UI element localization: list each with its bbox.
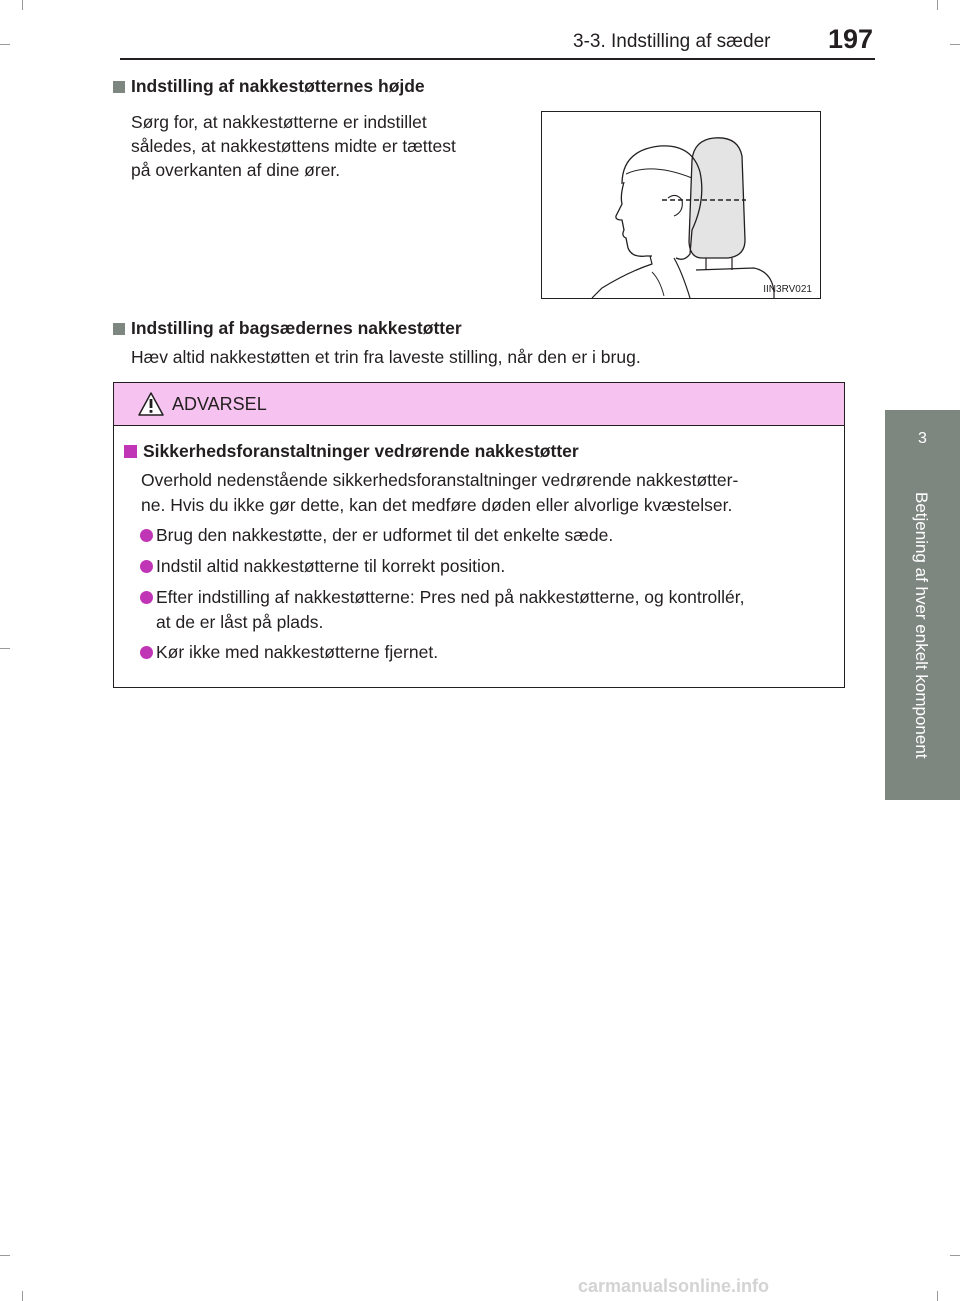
chapter-label-box [895,492,947,797]
section-title: 3-3. Indstilling af sæder [573,31,771,52]
heading-text: Indstilling af bagsædernes nakkestøtter [131,318,462,338]
warning-bullet [140,585,840,635]
bullet-text: Efter indstilling af nakkestøtterne: Pres ned på nakkestøtterne, og kontrollér, [156,587,745,607]
headrest-illustration [541,111,821,299]
crop-mark [22,0,23,10]
crop-mark [937,0,938,10]
warning-label: ADVARSEL [172,393,267,414]
warning-bullet [140,554,840,579]
chapter-number: 3 [918,430,927,447]
chapter-label: Betjening af hver enkelt komponent [912,492,931,759]
crop-mark [0,44,10,45]
header-divider [120,58,875,60]
round-bullet-icon [140,591,153,604]
square-bullet-icon [124,445,137,458]
warning-body-line: ne. Hvis du ikke gør dette, kan det medføre døden eller alvorlige kvæstelser. [141,495,733,515]
figure-code: IIN3RV021 [763,284,812,295]
warning-body-line: Overhold nedenstående sikkerhedsforanstaltninger vedrørende nakkestøtter- [141,470,739,490]
warning-body [141,468,831,518]
section-heading-headrest-height [113,76,425,97]
crop-mark [950,1255,960,1256]
warning-box [113,382,845,688]
warning-header [114,383,844,426]
bullet-text: Kør ikke med nakkestøtterne fjernet. [156,642,439,662]
warning-title-text: Sikkerhedsforanstaltninger vedrørende nakkestøtter [143,441,579,461]
warning-bullet [140,523,840,548]
body-line: Hæv altid nakkestøtten et trin fra laveste stilling, når den er i brug. [131,347,641,367]
heading-text: Indstilling af nakkestøtternes højde [131,76,425,96]
head-and-headrest-drawing [542,112,820,298]
square-bullet-icon [113,81,125,93]
crop-mark [0,1255,10,1256]
round-bullet-icon [140,560,153,573]
body-line: på overkanten af dine ører. [131,160,341,180]
bullet-text: at de er låst på plads. [156,612,324,632]
round-bullet-icon [140,529,153,542]
crop-mark [22,1291,23,1301]
bullet-text: Brug den nakkestøtte, der er udformet til det enkelte sæde. [156,525,614,545]
section-heading-rear-headrests [113,318,462,339]
warning-title [124,441,579,462]
crop-mark [950,44,960,45]
crop-mark [937,1291,938,1301]
body-line: således, at nakkestøttens midte er tættest [131,136,456,156]
watermark-link[interactable]: carmanualsonline.info [578,1276,770,1296]
body-line: Sørg for, at nakkestøtterne er indstillet [131,112,427,132]
chapter-tab [885,410,960,800]
warning-triangle-icon [138,392,164,416]
round-bullet-icon [140,646,153,659]
crop-mark [0,648,10,649]
square-bullet-icon [113,323,125,335]
page-number: 197 [828,24,874,54]
warning-bullet [140,640,840,665]
bullet-text: Indstil altid nakkestøtterne til korrekt position. [156,556,506,576]
